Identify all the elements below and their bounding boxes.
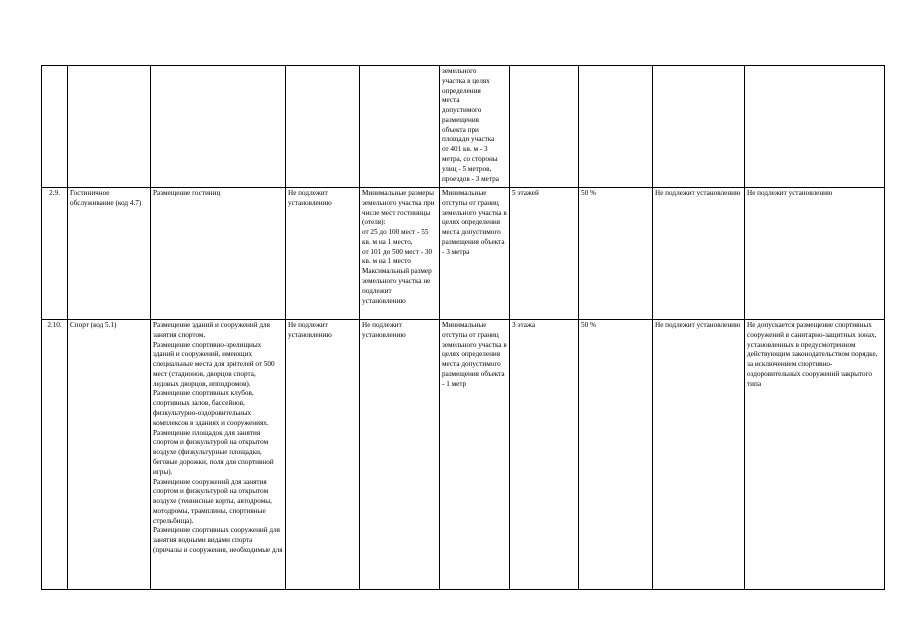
other-params-cell: Не подлежит установлению (653, 188, 745, 320)
use-name: Гостиничное обслуживание (код 4.7) (68, 188, 151, 320)
floors-cell: 5 этажей (510, 188, 579, 320)
restrictions-cell: Не подлежит установлению (745, 188, 885, 320)
floors-cell: 3 этажа (510, 320, 579, 590)
table-row (42, 66, 885, 188)
use-name (68, 66, 151, 188)
coverage-cell: 50 % (579, 320, 653, 590)
setback-cell: Минимальные отступы от границ земельного участка в целях определения места допустимого размещения объекта - 1 метр (440, 320, 510, 590)
land-size-cell (360, 66, 440, 188)
other-params-cell (653, 66, 745, 188)
use-description: Размещение гостиниц (151, 188, 286, 320)
floors-cell (510, 66, 579, 188)
min-width-cell: Не подлежит установлению (286, 188, 360, 320)
other-params-cell: Не подлежит установлению (653, 320, 745, 590)
restrictions-cell: Не допускается размещение спортивных сооружений в санитарно-защитных зонах, установленных в предусмотренном действующим законодательством порядке, за исключением спортивно-оздоровительных сооружений закрытого типа (745, 320, 885, 590)
coverage-cell (579, 66, 653, 188)
table-row (42, 188, 885, 320)
row-number (42, 66, 68, 188)
restrictions-cell (745, 66, 885, 188)
use-name: Спорт (код 5.1) (68, 320, 151, 590)
row-number: 2.10. (42, 320, 68, 590)
min-width-cell: Не подлежит установлению (286, 320, 360, 590)
land-size-cell: Минимальные размеры земельного участка при числе мест гостиницы (отеля): от 25 до 100 мест - 55 кв. м на 1 место, от 101 до 500 мест - 30 кв. м на 1 место Максимальный размер земельного участка не подлежит установлению (360, 188, 440, 320)
land-size-cell: Не подлежит установлению (360, 320, 440, 590)
use-description: Размещение зданий и сооружений для занятия спортом. Размещение спортивно-зрелищных зданий и сооружений, имеющих специальные места для зрителей от 500 мест (стадионов, дворцов спорта, ледовых дворцов, ипподромов). Размещение спортивных клубов, спортивных залов, бассейнов, физкультурно-оздоровительных комплексов в зданиях и сооружениях. Размещение площадок для занятия спортом и физкультурой на открытом воздухе (физкультурные площадки, беговые дорожки, поля для спортивной игры). Размещение сооружений для занятия спортом и физкультурой на открытом воздухе (теннисные корты, автодромы, мотодромы, трамплины, спортивные стрельбища). Размещение спортивных сооружений для занятия водными видами спорта (причалы и сооружения, необходимые для (153, 321, 283, 554)
coverage-cell: 50 % (579, 188, 653, 320)
table-row (42, 320, 885, 590)
regulations-table (41, 65, 885, 590)
min-width-cell (286, 66, 360, 188)
row-number: 2.9. (42, 188, 68, 320)
setback-cell: Минимальные отступы от границ земельного участка в целях определения места допустимого размещения объекта - 3 метра (440, 188, 510, 320)
use-description (151, 66, 286, 188)
setback-cell: земельного участка в целях определения места допустимого размещения объекта при площади участка от 401 кв. м - 3 метра, со стороны улиц - 5 метров, проездов - 3 метра (440, 66, 510, 188)
use-description-cell (151, 320, 286, 590)
